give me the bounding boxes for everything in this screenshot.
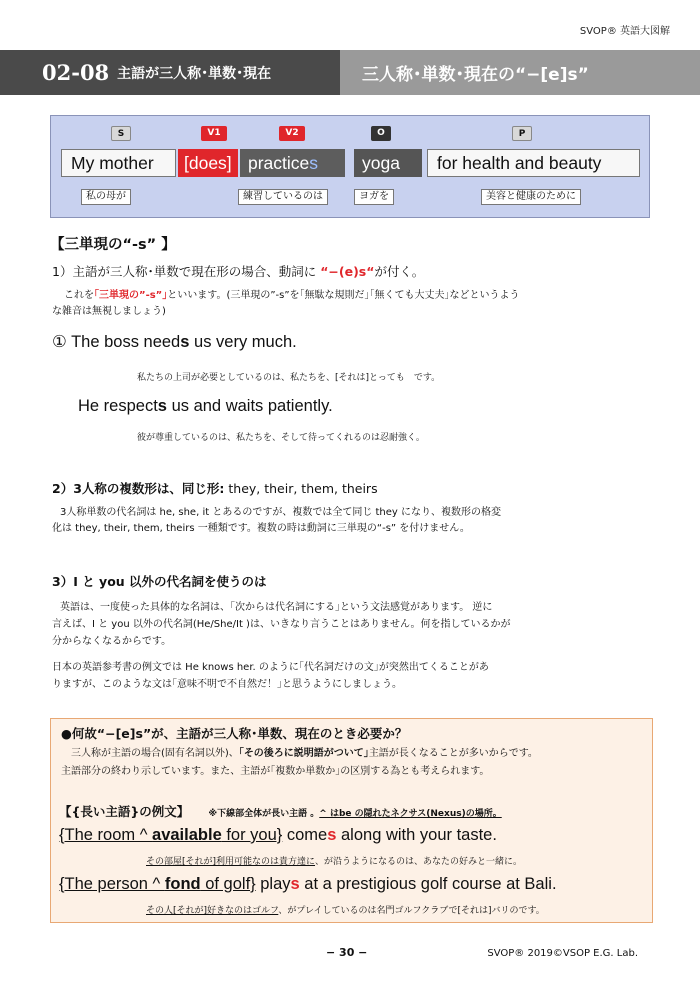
box-heading: ●何故“−[e]s”が、主語が三人称･単数、現在のとき必要か？	[61, 726, 408, 741]
footer-copyright: SVOP® 2019©VSOP E.G. Lab.	[487, 948, 638, 959]
box-example1-verb: come	[282, 826, 328, 844]
box-example1-translation-rest: 、が沿うようになるのは、あなたの好みと一緒に。	[315, 857, 523, 867]
box-example1-subject-a: {The room ^	[59, 826, 153, 844]
tag-o: O	[371, 126, 391, 141]
box-example2	[59, 875, 557, 894]
section-subtitle: 主語が三人称･単数･現在	[117, 65, 272, 82]
section3-p1-line1: 英語は、一度使った具体的な名詞は、｢次からは代名詞にする｣という文法感覚があります。 逆に	[60, 602, 493, 613]
box-line1-b: 主語が長くなることが多いからです。	[368, 748, 538, 759]
rule1-text-a: 1）主語が三人称･単数で現在形の場合、動詞に	[52, 264, 321, 279]
gloss-predicate: 美容と健康のために	[481, 189, 581, 205]
box-example1	[59, 826, 497, 845]
box-subheading-note-a: ※下線部全体が長い主語 。	[208, 809, 320, 819]
box-line1-a: 三人称が主語の場合(固有名詞以外)、	[71, 748, 239, 759]
section1-heading: 【三単現の“-s” 】	[50, 237, 176, 253]
section2-heading-rest: they, their, them, theirs	[224, 481, 378, 496]
v2-main: practice	[248, 152, 310, 173]
title-left	[0, 50, 340, 95]
rule1-suffix: “−(e)s“	[320, 264, 375, 279]
example2-text-a: He respect	[78, 397, 158, 415]
section3-p1-line2: 言えば、I と you 以外の代名詞(He/She/It )は、いきなり言うことはありません。何を指しているかが	[52, 619, 511, 630]
box-example2-subject-a: {The person ^	[59, 875, 165, 893]
example1-s: s	[180, 333, 190, 351]
example1	[52, 332, 297, 352]
section2-heading	[52, 479, 378, 497]
section-topic: 三人称･単数･現在の“−[e]s”	[340, 50, 700, 95]
box-example2-translation-u: その人[それが]好きなのはゴルフ	[146, 906, 279, 916]
note-term: ｢三単現の”-s”｣	[94, 290, 168, 301]
box-example1-s: s	[327, 826, 337, 844]
example1-text-a: ① The boss need	[52, 333, 181, 351]
box-line2: 主語部分の終わり示しています。また、主語が｢複数か単数か｣の区別する為とも考えられます。	[61, 766, 490, 777]
box-line1	[71, 746, 538, 762]
gloss-verb: 練習しているのは	[238, 189, 328, 205]
page-number: − 30 −	[326, 946, 368, 959]
box-line1-bold: ｢その後ろに説明語がついて｣	[238, 748, 369, 759]
note-text-a: これを	[64, 290, 94, 301]
tag-p: P	[512, 126, 532, 141]
why-s-box	[50, 718, 653, 923]
rule1-text-b: が付く。	[374, 264, 425, 279]
gloss-object: ヨガを	[354, 189, 394, 205]
tag-v1: V1	[201, 126, 227, 141]
box-example2-verb: play	[255, 875, 291, 893]
box-example2-subject	[59, 875, 256, 893]
v1-box: [does]	[178, 149, 238, 177]
note-text-b: といいます。(三単現の”-s”を｢無駄な規則だ｣｢無くても大丈夫｣などというよう	[167, 290, 520, 301]
box-subheading-note-b: ^ はbe の隠れたネクサス(Nexus)の場所。	[319, 809, 502, 819]
section2-body2: 化は they, their, them, theirs 一種類です。複数の時は動詞に三単現の“-s” を付けません。	[52, 523, 470, 534]
v2-ending: s	[309, 152, 319, 173]
example1-translation: 私たちの上司が必要としているのは、私たちを、[それは]とっても です。	[137, 373, 441, 383]
example2-translation: 彼が尊重しているのは、私たちを、そして待ってくれるのは忍耐強く。	[137, 433, 425, 443]
section-number: 02-08	[42, 60, 110, 85]
box-example2-translation-rest: 、がプレイしているのは名門ゴルフクラブで[それは]バリのです。	[278, 906, 545, 916]
box-example2-rest: at a prestigious golf course at Bali.	[299, 875, 557, 893]
title-bar	[0, 50, 700, 95]
rule1-note-line1	[64, 288, 520, 304]
section3-heading: 3）I と you 以外の代名詞を使うのは	[52, 574, 267, 589]
box-example2-subject-c: of golf}	[200, 875, 256, 893]
box-example1-subject	[59, 826, 282, 844]
svop-diagram	[50, 115, 650, 218]
section3-p2-line2: りますが、このような文は｢意味不明で不自然だ！｣と思うようにしましょう。	[52, 679, 402, 690]
box-subheading	[59, 801, 502, 820]
box-example2-s: s	[290, 875, 300, 893]
section2-body1: 3人称単数の代名詞は he, she, it とあるのですが、複数では全て同じ they になり、複数形の格変	[60, 507, 502, 518]
box-example1-subject-c: for you}	[221, 826, 283, 844]
box-example1-translation-u: その部屋[それが]利用可能なのは貴方達に	[146, 857, 316, 867]
book-title: SVOP® 英語大図解	[579, 26, 670, 37]
example2-s: s	[157, 397, 167, 415]
rule1	[52, 262, 424, 280]
box-subheading-title: 【{長い主語}の例文】	[59, 804, 190, 819]
section3-p1-line3: 分からなくなるからです。	[52, 636, 172, 647]
box-example1-rest: along with your taste.	[336, 826, 497, 844]
tag-s: S	[111, 126, 131, 141]
predicate-box: for health and beauty	[427, 149, 640, 177]
rule1-note-line2: な雑音は無視しましょう)	[52, 306, 166, 317]
example2	[78, 397, 333, 416]
gloss-subject: 私の母が	[81, 189, 131, 205]
example2-text-b: us and waits patiently.	[166, 397, 333, 415]
box-example2-subject-b: fond	[164, 875, 201, 893]
subject-box: My mother	[61, 149, 176, 177]
example1-text-b: us very much.	[189, 333, 297, 351]
tag-v2: V2	[279, 126, 305, 141]
v2-box	[240, 149, 345, 177]
section3-p2-line1: 日本の英語参考書の例文では He knows her. のように｢代名詞だけの文｣が突然出てくることがあ	[52, 662, 489, 673]
section2-heading-bold: 2）3人称の複数形は、同じ形:	[52, 481, 225, 496]
box-example2-translation	[146, 903, 545, 916]
object-box: yoga	[354, 149, 422, 177]
box-example1-subject-b: available	[152, 826, 222, 844]
box-example1-translation	[146, 854, 522, 867]
